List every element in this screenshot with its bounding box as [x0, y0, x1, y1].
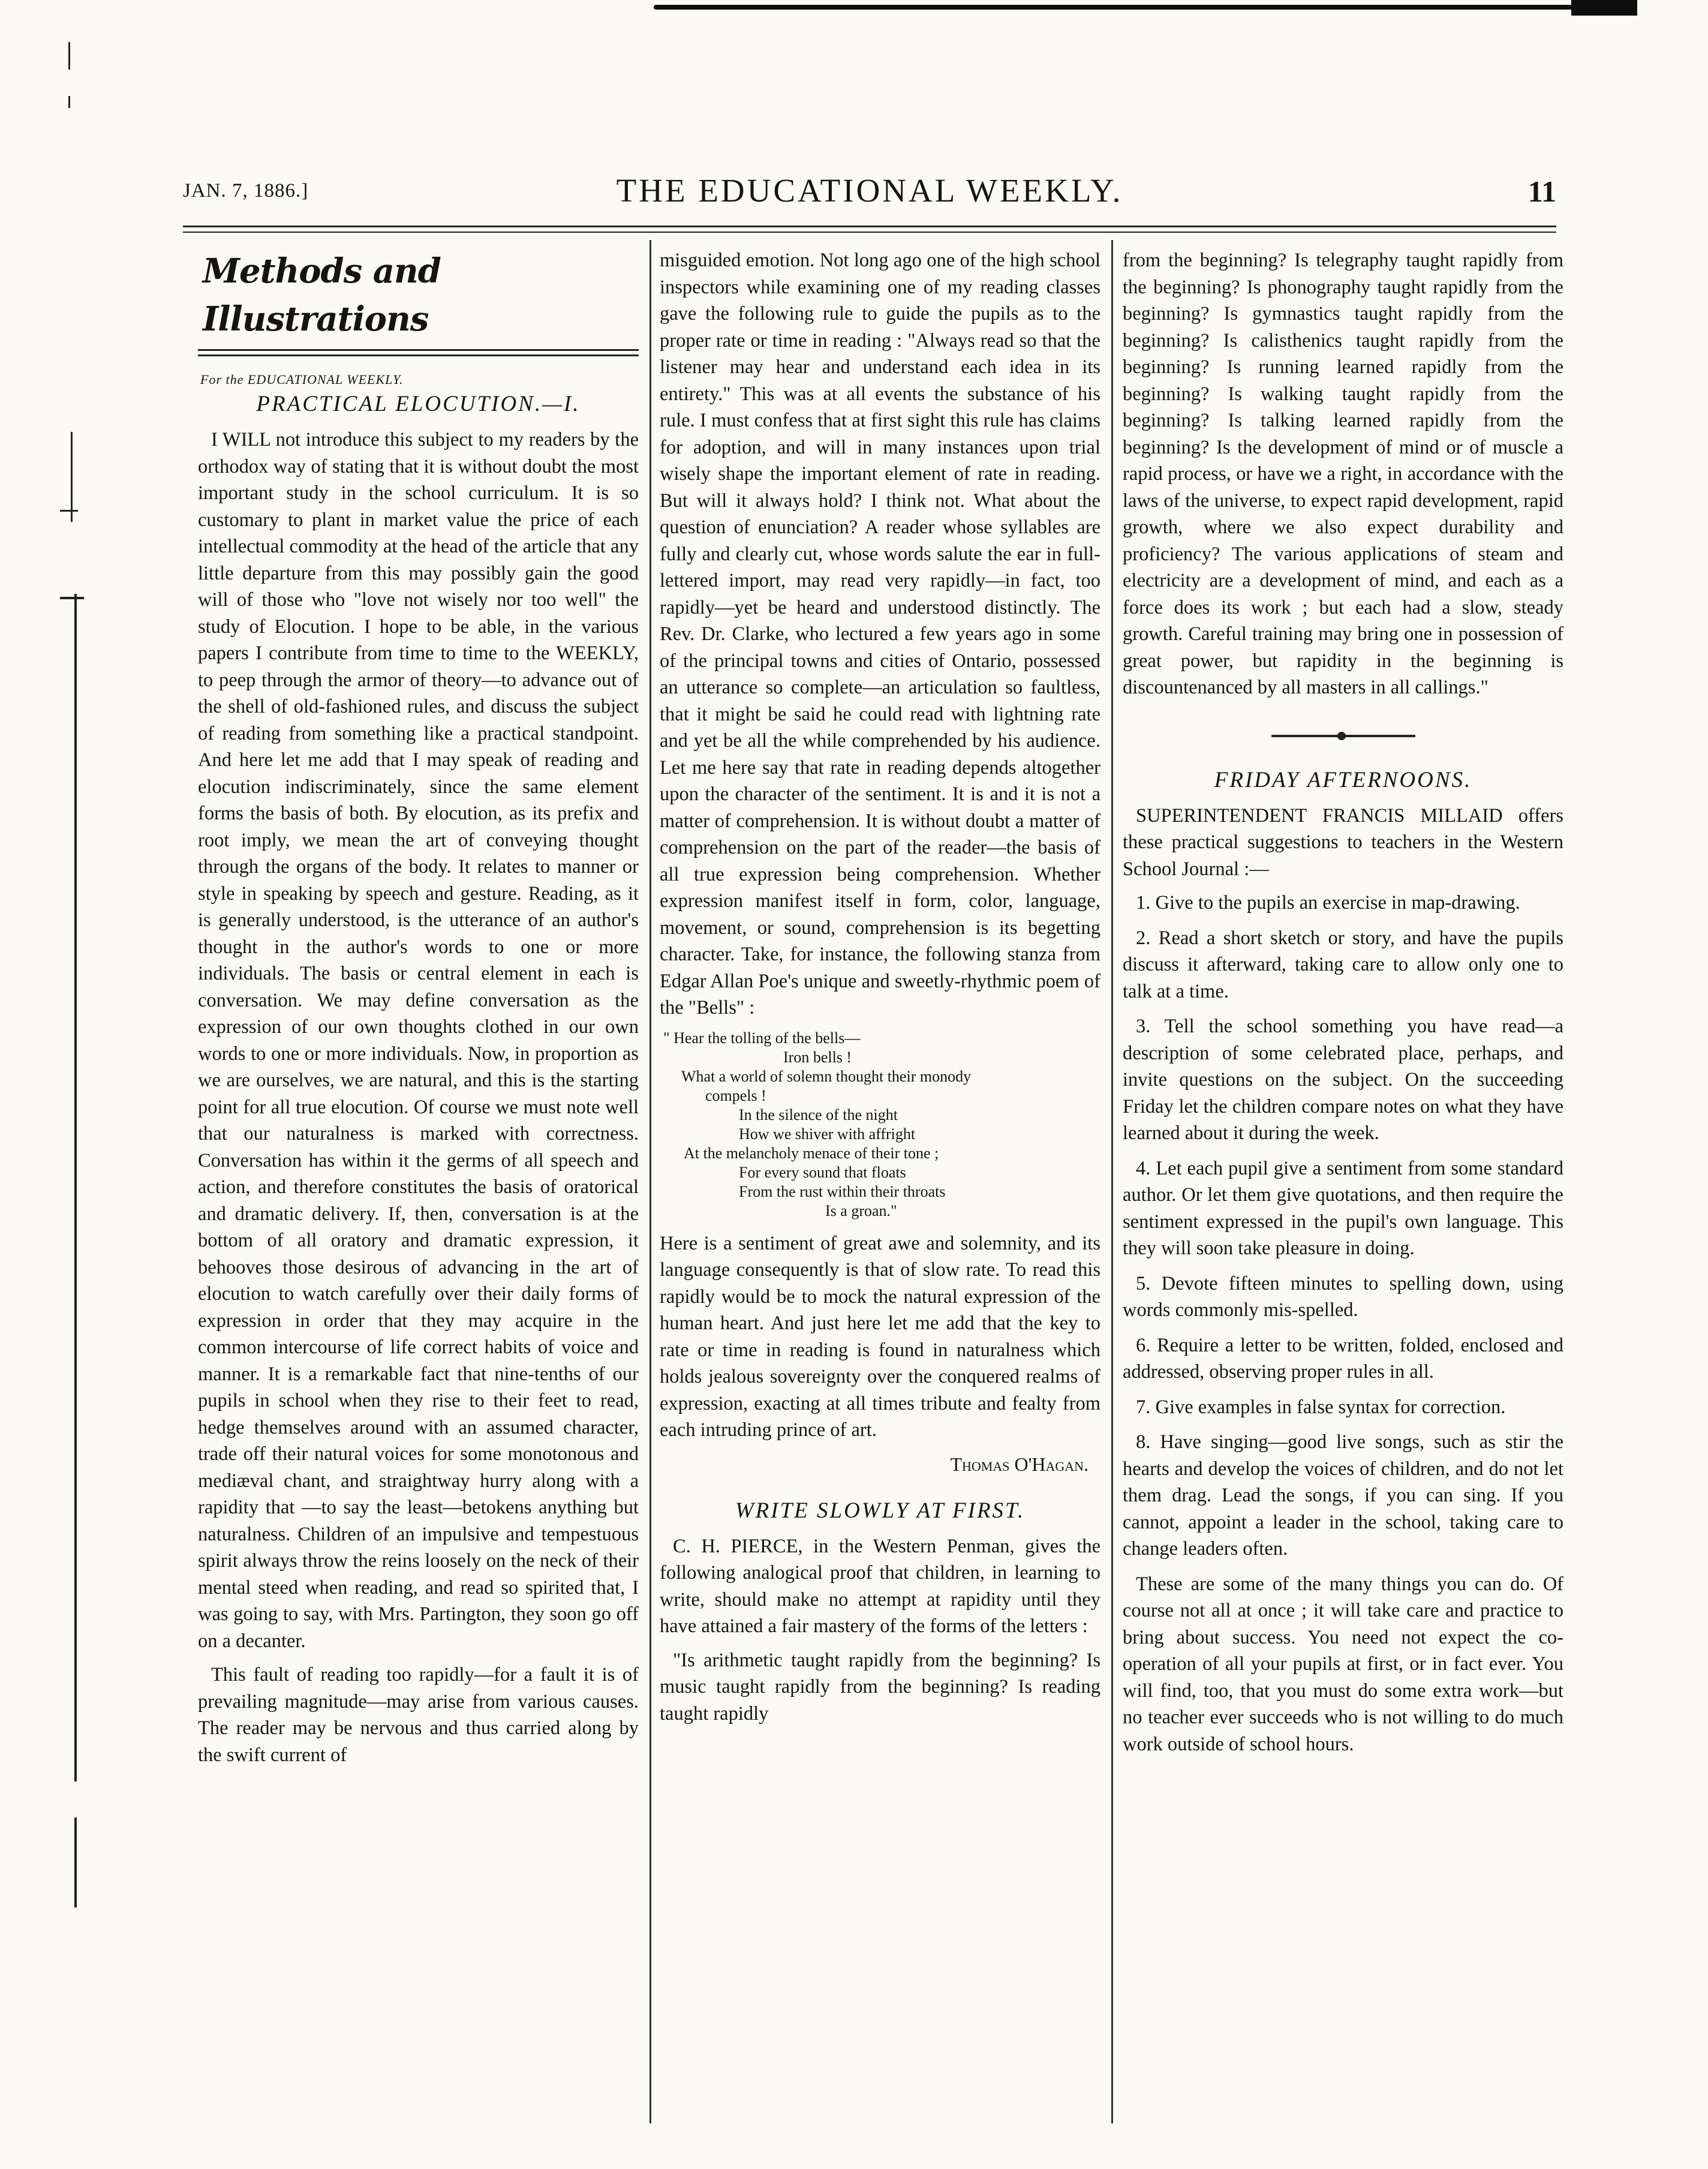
article-paragraph: SUPERINTENDENT FRANCIS MILLAID offers these practical suggestions to teachers in the Western School Journal :— — [1123, 804, 1563, 880]
poem-line: From the rust within their throats — [739, 1182, 946, 1200]
article-paragraph: misguided emotion. Not long ago one of the high school inspectors while examining one of my reading classes gave the following rule to guide the pupils as to the proper rate or time in reading : "Always read so that the listener may hear and understand each idea in its entirety." This was at all events the substance of his rule. I must confess that at first sight this rule has claims for adoption, and will in many instances upon trial wisely shape the important element of rate in reading. But will it always hold? I think not. What about the question of enunciation? A reader whose syllables are fully and clearly cut, whose words salute the ear in full-lettered import, may read very rapidly—in fact, too rapidly—yet be heard and understood distinctly. The Rev. Dr. Clarke, who lectured a few years ago in some of the principal towns and cities of Ontario, possessed an utterance so complete—an articulation so faultless, that it might be said he could read with lightning rate and yet be all the while comprehended by his audience. Let me here say that rate in reading depends altogether upon the character of the sentiment. It is and it is not a matter of comprehension. It is without doubt a matter of comprehension on the part of the reader—the basis of all true expression being comprehension. Whether expression manifest itself in form, color, language, movement, or sound, comprehension is its begetting character. Take, for instance, the following stanza from Edgar Allan Poe's unique and sweetly-rhythmic poem of the "Bells" : — [660, 250, 1100, 1019]
poem-line: At the melancholy menace of their tone ; — [684, 1144, 939, 1162]
poem-quote — [663, 1029, 1100, 1221]
column-2 — [660, 247, 1100, 1734]
article-paragraph: These are some of the many things you can do. Of course not all at once ; it will take care and practice to bring about success. You need not expect the co-operation of all your pupils at first, or in fact ever. You will find, too, that you must do some extra work—but no teacher ever succeeds who is not willing to do much work outside of school hours. — [1123, 1573, 1563, 1755]
list-item: 8. Have singing—good live songs, such as stir the hearts and develop the voices of children, and do not let them drag. Lead the songs, if you can sing. If you cannot, appoint a leader in the school, taking care to change leaders often. — [1123, 1431, 1563, 1560]
divider-dot — [1337, 732, 1346, 740]
poem-line: Is a groan." — [825, 1201, 897, 1219]
poem-line: For every sound that floats — [739, 1163, 906, 1181]
issue-date: JAN. 7, 1886.] — [183, 180, 309, 202]
article-title: FRIDAY AFTERNOONS. — [1214, 767, 1472, 792]
list-item: 2. Read a short sketch or story, and have the pupils discuss it afterward, taking care to allow only one to talk at a time. — [1123, 927, 1563, 1002]
scan-edge-bar — [654, 5, 1637, 10]
header-rule — [183, 226, 1556, 227]
list-item: 7. Give examples in false syntax for correction. — [1136, 1396, 1506, 1418]
double-rule — [198, 349, 639, 356]
article-paragraph: Here is a sentiment of great awe and solemnity, and its language consequently is that of slow rate. To read this rapidly would be to mock the natural expression of the human heart. And just here let me add that the key to rate or time in reading is found in naturalness which holds jealous sovereignty over the conquered realms of expression, exacting at all times tribute and fealty from each intruding prince of art. — [660, 1232, 1100, 1441]
column-rule — [649, 240, 651, 2123]
column-rule — [1111, 240, 1113, 2123]
page-number: 11 — [1527, 175, 1556, 208]
article-paragraph: "Is arithmetic taught rapidly from the beginning? Is music taught rapidly from the beginning? Is reading taught rapidly — [660, 1649, 1100, 1725]
article-paragraph: This fault of reading too rapidly—for a fault it is of prevailing magnitude—may arise from various causes. The reader may be nervous and thus carried along by the swift current of — [198, 1664, 639, 1766]
list-item: 4. Let each pupil give a sentiment from some standard author. Or let them give quotations, and then require the sentiment expressed in the pupil's own language. This they will soon take pleasure in doing. — [1123, 1157, 1563, 1259]
journal-title: THE EDUCATIONAL WEEKLY. — [616, 172, 1123, 209]
list-item: 1. Give to the pupils an exercise in map-drawing. — [1136, 892, 1520, 914]
scan-mark — [60, 510, 78, 512]
poem-line: " Hear the tolling of the bells— — [663, 1029, 861, 1047]
list-item: 6. Require a letter to be written, folded, enclosed and addressed, observing proper rules in all. — [1123, 1334, 1563, 1383]
poem-line: compels ! — [705, 1086, 766, 1104]
section-divider — [1271, 735, 1415, 737]
column-1 — [198, 247, 639, 1776]
header-rule — [183, 232, 1556, 233]
department-heading: Methods and Illustrations — [203, 251, 441, 339]
article-paragraph: from the beginning? Is telegraphy taught rapidly from the beginning? Is phonography taught rapidly from the beginning? Is gymnastics taught rapidly from the beginning? Is calisthenics taught rapidly from the beginning? Is running learned rapidly from the beginning? Is walking taught rapidly from the beginning? Is talking learned rapidly from the beginning? Is the development of mind or of muscle a rapid process, or have we a right, in accordance with the laws of the universe, to expect rapid development, rapid growth, where we also expect durability and proficiency? The various applications of steam and electricity are a development of mind, and each as a force does its work ; but each had a slow, steady growth. Careful training may bring one in possession of great power, but rapidity in the beginning is discountenanced by all masters in all callings." — [1123, 250, 1563, 698]
article-paragraph: I WILL not introduce this subject to my readers by the orthodox way of stating that it is without doubt the most important study in the school curriculum. It is so customary to plant in market value the price of each intellectual commodity at the head of the article that any little departure from this may possibly gain the good will of those who "love not wisely nor too well" the study of Elocution. I hope to be able, in the various papers I contribute from time to time to the WEEKLY, to peep through the armor of theory—to advance out of the shell of old-fashioned rules, and discuss the subject of reading from something like a practical standpoint. And here let me add that I may speak of reading and elocution indiscriminately, since the same element forms the basis of both. By elocution, as its prefix and root imply, we mean the art of conveying thought through the organs of the body. It relates to manner or style in speaking by speech and gesture. Reading, as it is generally understood, is the utterance of an author's thought in the author's words to one or more individuals. The basis or central element in each is conversation. We may define conversation as the expression of our own thoughts clothed in our own words to one or more individuals. Now, in proportion as we are ourselves, we are natural, and this is the starting point for all true elocution. Of course we must note well that our naturalness is marked with correctness. Conversation has within it the germs of all speech and action, and therefore constitutes the basis of oratorical and dramatic delivery. If, then, conversation is at the bottom of all oratory and dramatic expression, it behooves those desirous of advancing in the art of elocution to watch carefully over their daily forms of expression in order that they may acquire in the common intercourse of life correct habits of voice and manner. It is a remarkable fact that nine-tenths of our pupils in school when they rise to their feet to read, hedge themselves around with an assumed character, trade off their natural voices for some monotonous and mediæval chant, and straightway hurry along with a rapidity that —to say the least—betokens anything but naturalness. Children of an impulsive and tempestuous spirit always throw the reins loosely on the neck of their mental steed when reading, and read so spirited that, I was going to say, with Mrs. Partington, they soon go off on a decanter. — [198, 429, 639, 1652]
poem-line: How we shiver with affright — [739, 1125, 916, 1143]
poem-line: What a world of solemn thought their monody — [681, 1067, 972, 1085]
scan-mark — [68, 96, 70, 108]
article-title: PRACTICAL ELOCUTION.—I. — [256, 392, 581, 416]
scan-mark — [68, 42, 70, 70]
scan-mark — [74, 594, 77, 1782]
poem-line: Iron bells ! — [783, 1048, 852, 1066]
list-item: 5. Devote fifteen minutes to spelling down, using words commonly mis-spelled. — [1123, 1272, 1563, 1321]
page-header — [183, 172, 1556, 214]
column-3 — [1123, 247, 1563, 1765]
list-item: 3. Tell the school something you have read—a description of some celebrated place, perhaps, and invite questions on the subject. On the succeeding Friday let the children compare notes on what they have learned about it during the week. — [1123, 1016, 1563, 1144]
article-paragraph: C. H. PIERCE, in the Western Penman, gives the following analogical proof that children, in learning to write, should make no attempt at rapidity until they have attained a fair mastery of the forms of the letters : — [660, 1535, 1100, 1637]
poem-line: In the silence of the night — [739, 1105, 898, 1123]
article-title: WRITE SLOWLY AT FIRST. — [735, 1498, 1026, 1523]
scan-mark — [74, 1817, 77, 1907]
author-signature: Thomas O'Hagan. — [950, 1453, 1088, 1475]
scan-edge-corner — [1571, 0, 1637, 16]
byline: For the EDUCATIONAL WEEKLY. — [200, 372, 404, 387]
scan-mark — [60, 597, 84, 599]
scan-mark — [71, 432, 73, 522]
